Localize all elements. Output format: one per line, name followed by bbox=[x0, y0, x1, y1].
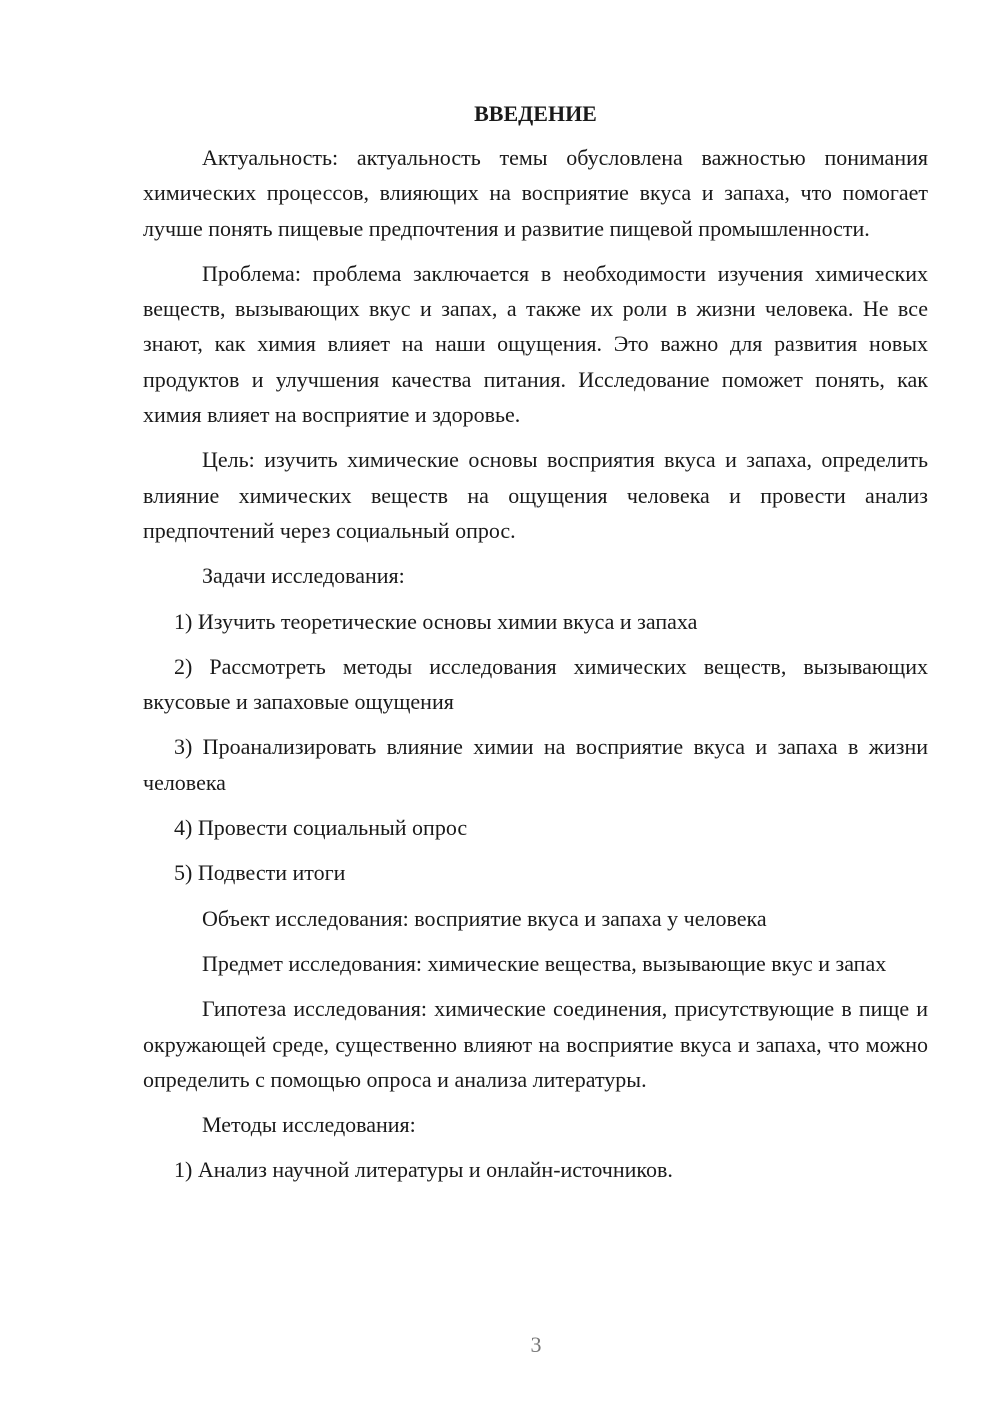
document-body bbox=[143, 96, 928, 1198]
method-list-item: 1) Анализ научной литературы и онлайн-источников. bbox=[174, 1157, 673, 1183]
paragraph-object: Объект исследования: восприятие вкуса и запаха у человека bbox=[202, 905, 767, 931]
page-number: 3 bbox=[530, 1332, 542, 1357]
paragraph-subject: Предмет исследования: химические вещества, вызывающие вкус и запах bbox=[202, 950, 887, 976]
paragraph-methods-heading: Методы исследования: bbox=[202, 1112, 416, 1138]
task-list-item: 5) Подвести итоги bbox=[174, 860, 346, 886]
section-title: ВВЕДЕНИЕ bbox=[474, 101, 597, 126]
paragraph-hypothesis: Гипотеза исследования: химические соединения, присутствующие в пище и окружающей среде, существенно влияют на восприятие вкуса и запаха, что можно определить с помощью опроса и анализа литературы. bbox=[143, 996, 928, 1092]
paragraph-problem: Проблема: проблема заключается в необходимости изучения химических веществ, вызывающих вкус и запах, а также их роли в жизни человека. Не все знают, как химия влияет на наши ощущения. Это важно для развития новых продуктов и улучшения качества питания. Исследование поможет понять, как химия влияет на восприятие и здоровье. bbox=[143, 260, 928, 428]
task-list-item: 1) Изучить теоретические основы химии вкуса и запаха bbox=[174, 608, 698, 634]
task-list-item: 4) Провести социальный опрос bbox=[174, 815, 468, 841]
paragraph-tasks-heading: Задачи исследования: bbox=[202, 563, 405, 589]
paragraph-goal: Цель: изучить химические основы восприятия вкуса и запаха, определить влияние химических веществ на ощущения человека и провести анализ предпочтений через социальный опрос. bbox=[143, 447, 928, 543]
task-list-item: 2) Рассмотреть методы исследования химических веществ, вызывающих вкусовые и запаховые ощущения bbox=[143, 653, 928, 715]
paragraph-relevance: Актуальность: актуальность темы обусловлена важностью понимания химических процессов, влияющих на восприятие вкуса и запаха, что помогает лучше понять пищевые предпочтения и развитие пищевой промышленности. bbox=[143, 145, 928, 241]
task-list-item: 3) Проанализировать влияние химии на восприятие вкуса и запаха в жизни человека bbox=[143, 734, 928, 795]
